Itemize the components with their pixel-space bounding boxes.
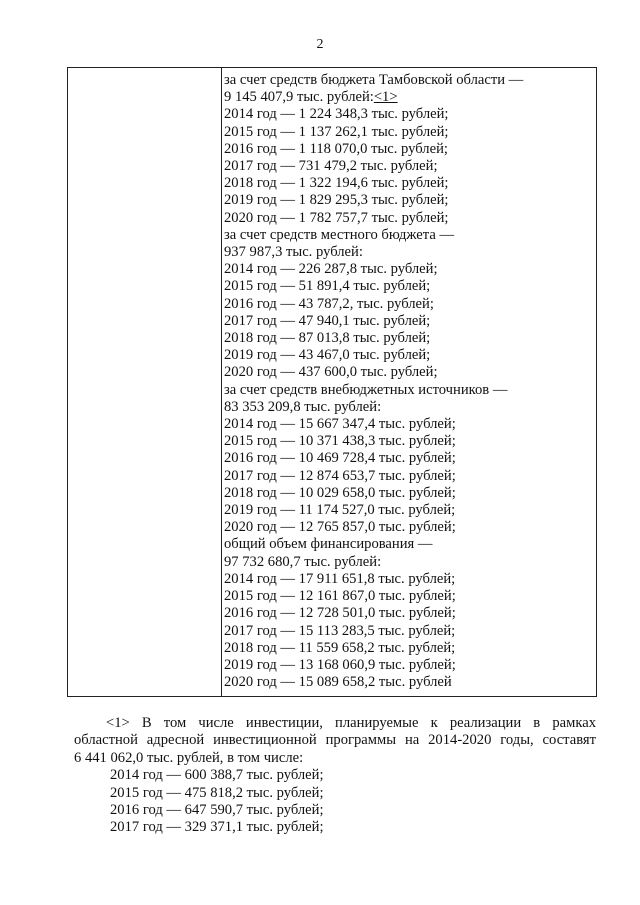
table-line: 2019 год — 11 174 527,0 тыс. рублей; (224, 502, 456, 519)
table-line: общий объем финансирования — (224, 536, 433, 553)
footnote-year-item: 2017 год — 329 371,1 тыс. рублей; (110, 819, 324, 836)
table-line: 2015 год — 12 161 867,0 тыс. рублей; (224, 588, 456, 605)
table-line: за счет средств местного бюджета — (224, 226, 455, 243)
table-line: 2019 год — 13 168 060,9 тыс. рублей; (224, 656, 456, 673)
table-line: за счет средств бюджета Тамбовской области — (224, 72, 524, 88)
table-line: 2018 год — 10 029 658,0 тыс. рублей; (224, 484, 456, 501)
table-line: 2018 год — 87 013,8 тыс. рублей; (224, 330, 431, 347)
table-line: 2014 год — 1 224 348,3 тыс. рублей; (224, 106, 449, 123)
table-line: 2014 год — 226 287,8 тыс. рублей; (224, 261, 438, 278)
table-line: 2020 год — 1 782 757,7 тыс. рублей; (224, 209, 449, 226)
table-line: 2020 год — 12 765 857,0 тыс. рублей; (224, 519, 456, 536)
page-number: 2 (316, 37, 324, 52)
table-line: 2016 год — 43 787,2, тыс. рублей; (224, 295, 434, 312)
table-line: 2017 год — 47 940,1 тыс. рублей; (224, 312, 431, 329)
footnote-year-item: 2016 год — 647 590,7 тыс. рублей; (110, 802, 324, 819)
table-line: 2014 год — 17 911 651,8 тыс. рублей; (224, 570, 456, 587)
table-line: 2016 год — 1 118 070,0 тыс. рублей; (224, 140, 448, 157)
table-line: 2017 год — 731 479,2 тыс. рублей; (224, 158, 438, 175)
table-line: 2020 год — 15 089 658,2 тыс. рублей (224, 674, 452, 691)
regional-budget-total: 9 145 407,9 тыс. рублей: (224, 89, 374, 106)
financing-table (67, 67, 597, 697)
table-left-column (68, 68, 222, 696)
table-line: за счет средств внебюджетных источников — (224, 381, 508, 398)
footnote-year-item: 2015 год — 475 818,2 тыс. рублей; (110, 784, 324, 801)
footnote (74, 715, 596, 837)
table-line: 2016 год — 10 469 728,4 тыс. рублей; (224, 450, 456, 467)
table-line: 2017 год — 12 874 653,7 тыс. рублей; (224, 467, 456, 484)
table-line: 2020 год — 437 600,0 тыс. рублей; (224, 364, 438, 381)
table-line: 2014 год — 15 667 347,4 тыс. рублей; (224, 416, 456, 433)
table-right-column (222, 68, 596, 696)
table-line (224, 89, 596, 106)
table-line: 2017 год — 15 113 283,5 тыс. рублей; (224, 622, 456, 639)
table-line: 2018 год — 11 559 658,2 тыс. рублей; (224, 639, 456, 656)
table-line: 83 353 209,8 тыс. рублей: (224, 398, 382, 415)
footnote-paragraph-line: областной адресной инвестиционной программы на 2014-2020 годы, составят (74, 732, 596, 749)
table-line: 97 732 680,7 тыс. рублей: (224, 553, 382, 570)
table-line: 2019 год — 1 829 295,3 тыс. рублей; (224, 192, 449, 209)
footnote-reference-link[interactable]: <1> (373, 89, 398, 106)
table-line: 937 987,3 тыс. рублей: (224, 244, 363, 261)
table-line: 2019 год — 43 467,0 тыс. рублей; (224, 347, 431, 364)
table-line: 2018 год — 1 322 194,6 тыс. рублей; (224, 175, 449, 192)
table-line: 2015 год — 10 371 438,3 тыс. рублей; (224, 433, 456, 450)
footnote-paragraph-line: <1> В том числе инвестиции, планируемые к реализации в рамках (106, 715, 596, 731)
footnote-paragraph-line: 6 441 062,0 тыс. рублей, в том числе: (74, 749, 304, 766)
table-line: 2015 год — 1 137 262,1 тыс. рублей; (224, 123, 449, 140)
table-line: 2016 год — 12 728 501,0 тыс. рублей; (224, 605, 456, 622)
table-line: 2015 год — 51 891,4 тыс. рублей; (224, 278, 431, 295)
footnote-year-item: 2014 год — 600 388,7 тыс. рублей; (110, 767, 324, 784)
